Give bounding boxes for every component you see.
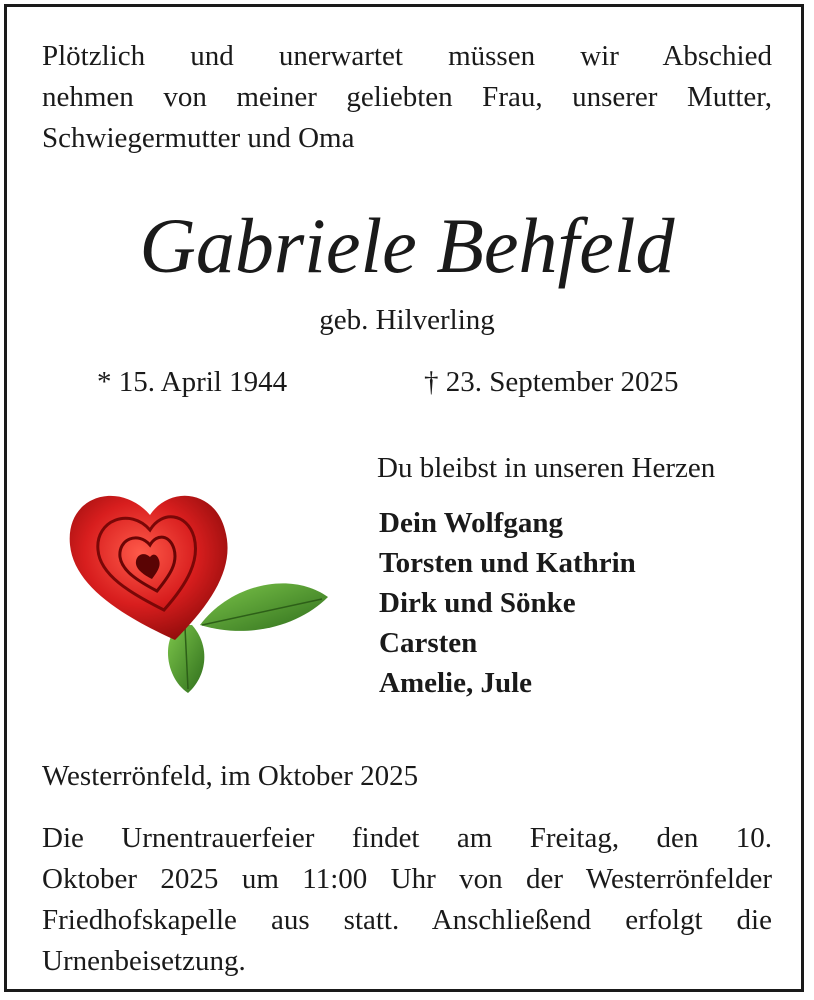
maiden-name: geb. Hilverling (319, 304, 495, 336)
service-line: Oktober 2025 um 11:00 Uhr von der Westerrönfelder (42, 863, 772, 895)
intro-line: Plötzlich und unerwartet müssen wir Abschied (42, 40, 772, 72)
family-member: Carsten (379, 627, 478, 659)
intro-text (42, 36, 772, 159)
intro-line: Schwiegermutter und Oma (42, 122, 355, 154)
service-text (42, 818, 772, 982)
motto: Du bleibst in unseren Herzen (377, 452, 716, 484)
family-list (379, 503, 636, 703)
family-member: Torsten und Kathrin (379, 547, 636, 579)
family-member: Dirk und Sönke (379, 587, 576, 619)
birth-date: * 15. April 1944 (97, 366, 288, 398)
heart-rose-icon (60, 475, 340, 700)
deceased-name: Gabriele Behfeld (139, 202, 675, 289)
family-member: Amelie, Jule (379, 667, 533, 699)
place-date: Westerrönfeld, im Oktober 2025 (42, 760, 419, 792)
service-line: Die Urnentrauerfeier findet am Freitag, den 10. (42, 822, 772, 854)
service-line: Friedhofskapelle aus statt. Anschließend erfolgt die (42, 904, 772, 936)
death-date: † 23. September 2025 (424, 366, 679, 398)
service-line: Urnenbeisetzung. (42, 945, 246, 977)
intro-line: nehmen von meiner geliebten Frau, unserer Mutter, (42, 81, 772, 113)
family-member: Dein Wolfgang (379, 507, 563, 539)
